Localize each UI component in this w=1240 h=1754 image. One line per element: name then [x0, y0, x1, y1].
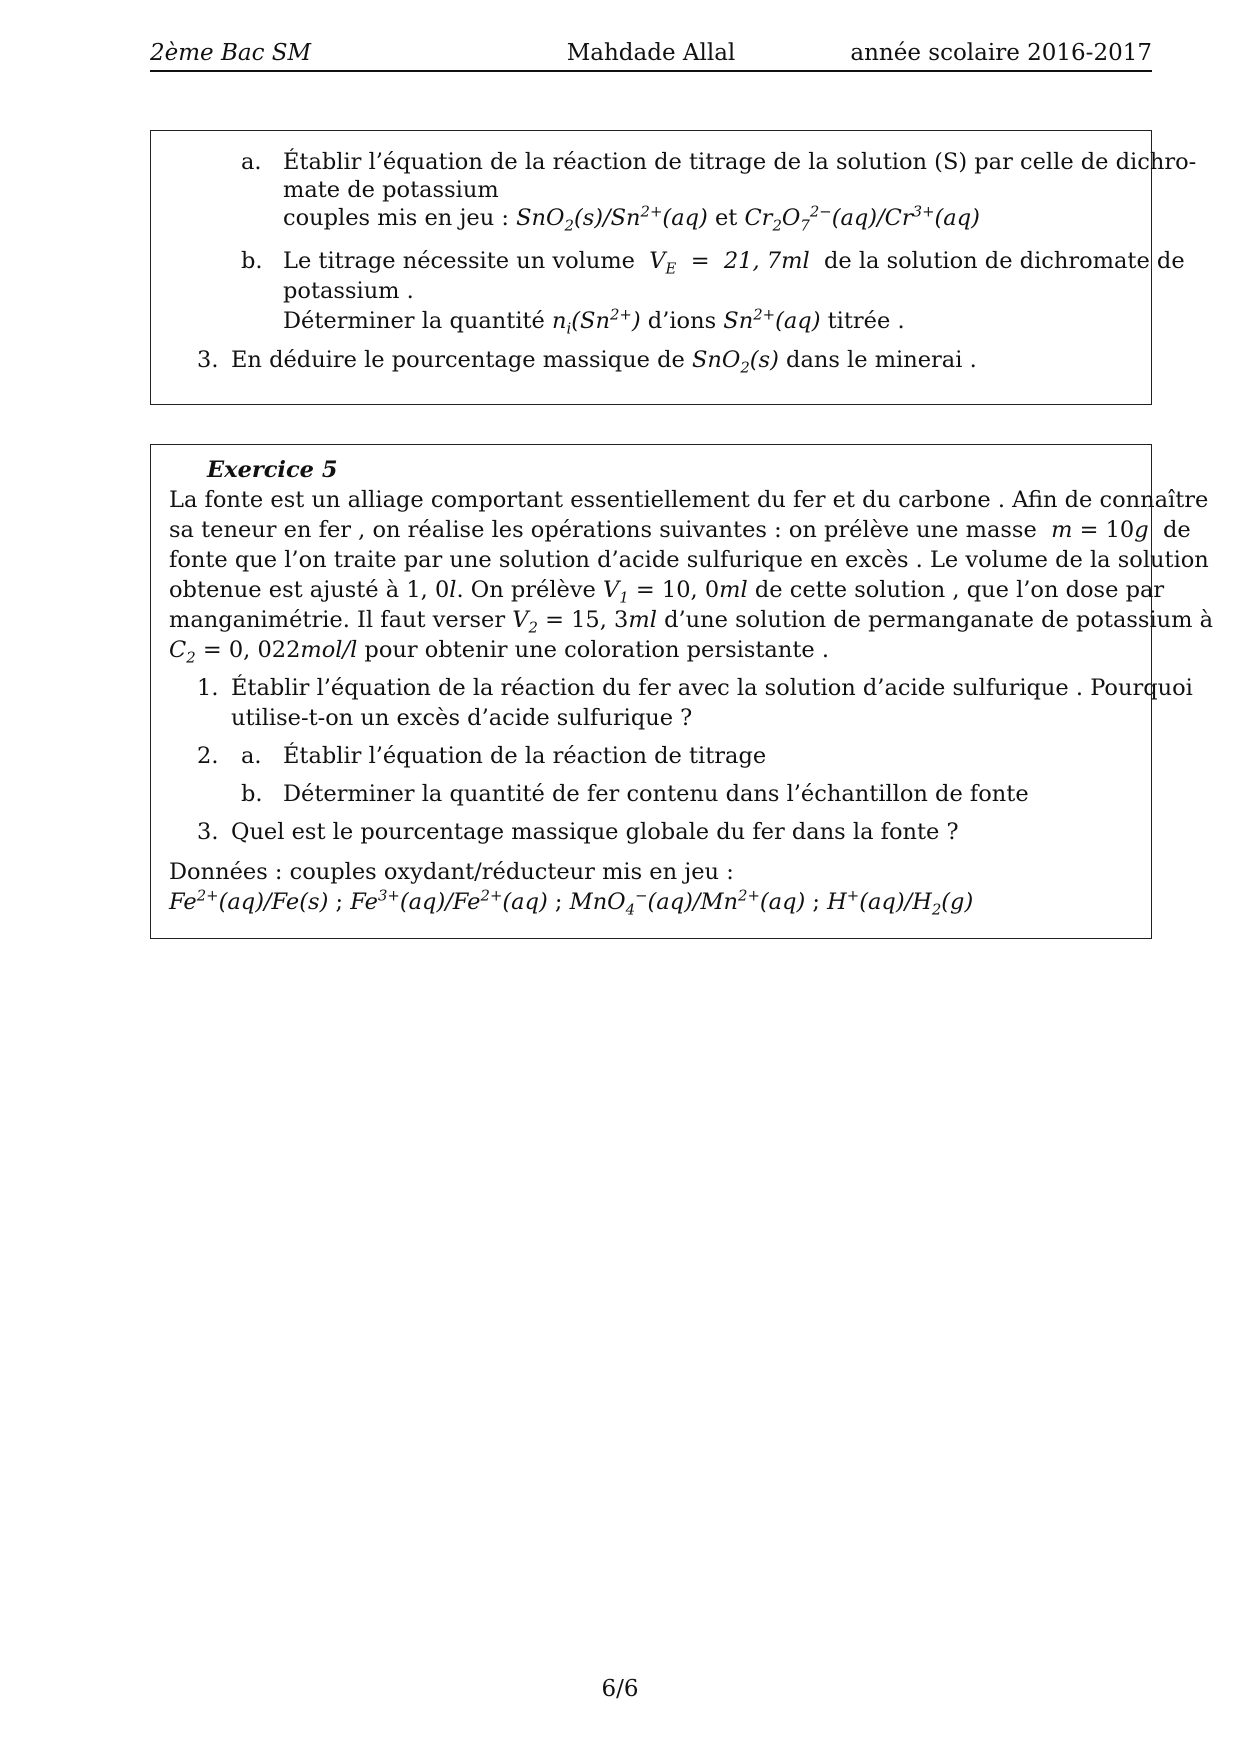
item-b-line3: Déterminer la quantité $n_i(Sn^{2+})$ d’ions $Sn^{2+}(aq)$ titrée .: [283, 305, 905, 338]
statement-line-5: manganimétrie. Il faut verser $V_2 = 15$, 3ml d’une solution de permanganate de potassium à: [169, 607, 1214, 637]
item-a-line2: mate de potassium: [283, 177, 499, 203]
header-class: 2ème Bac SM: [150, 40, 312, 66]
question-2a-label: a.: [241, 743, 262, 769]
page-number: 6/6: [601, 1676, 639, 1702]
statement-line-1: La fonte est un alliage comportant essentiellement du fer et du carbone . Afin de connaître: [169, 487, 1209, 513]
item-a-line1: Établir l’équation de la réaction de titrage de la solution (S) par celle de dichro-: [283, 149, 1197, 175]
header-author: Mahdade Allal: [566, 40, 736, 66]
exercise-continuation-box: [150, 130, 1197, 405]
item-b-line1: Le titrage nécessite un volume $V_E = 21$, 7ml de la solution de dichromate de: [283, 248, 1185, 278]
statement-line-6: $C_2 = 0$, 022mol/l pour obtenir une coloration persistante .: [169, 637, 829, 667]
data-label: Données : couples oxydant/réducteur mis en jeu :: [169, 859, 734, 885]
exercise-5-box: [150, 444, 1214, 939]
question-3-label: 3.: [197, 819, 219, 845]
item-a-couples: couples mis en jeu : $SnO_2(s)/Sn^{2+}(aq)$ et $Cr_2O_7^{2-}(aq)/Cr^{3+}(aq)$: [283, 202, 980, 235]
statement-line-2: sa teneur en fer , on réalise les opérations suivantes : on prélève une masse m = 10g de: [169, 517, 1191, 543]
item-a-label: a.: [241, 149, 262, 175]
question-3-label: 3.: [197, 347, 219, 373]
question-2b-label: b.: [241, 781, 263, 807]
exercise-title: Exercice 5: [207, 457, 338, 483]
statement-line-4: obtenue est ajusté à 1, 0l. On prélève $V_1 = 10$, 0ml de cette solution , que l’on dose par: [169, 577, 1165, 607]
question-2a-text: Établir l’équation de la réaction de titrage: [283, 743, 767, 769]
item-b-label: b.: [241, 248, 263, 274]
question-1-line1: Établir l’équation de la réaction du fer avec la solution d’acide sulfurique . Pourquoi: [231, 675, 1193, 701]
page-header: [150, 38, 1152, 72]
header-school-year: année scolaire 2016-2017: [850, 40, 1152, 66]
question-3-text: Quel est le pourcentage massique globale du fer dans la fonte ?: [231, 819, 959, 845]
question-2-label: 2.: [197, 743, 219, 769]
redox-couples: $Fe^{2+}(aq)/Fe(s)$ ; $Fe^{3+}(aq)/Fe^{2+}(aq)$ ; $MnO_4^-(aq)/Mn^{2+}(aq)$ ; $H^+(aq)/H_2(g)$: [169, 886, 974, 919]
question-1-label: 1.: [197, 675, 219, 701]
item-b-line2: potassium .: [283, 278, 414, 304]
question-2b-text: Déterminer la quantité de fer contenu dans l’échantillon de fonte: [283, 781, 1029, 807]
question-1-line2: utilise-t-on un excès d’acide sulfurique ?: [231, 705, 693, 731]
question-3-text: En déduire le pourcentage massique de SnO$_2$(s) dans le minerai .: [231, 347, 977, 377]
header-rule: [150, 70, 1152, 72]
statement-line-3: fonte que l’on traite par une solution d’acide sulfurique en excès . Le volume de la solution: [169, 547, 1209, 573]
